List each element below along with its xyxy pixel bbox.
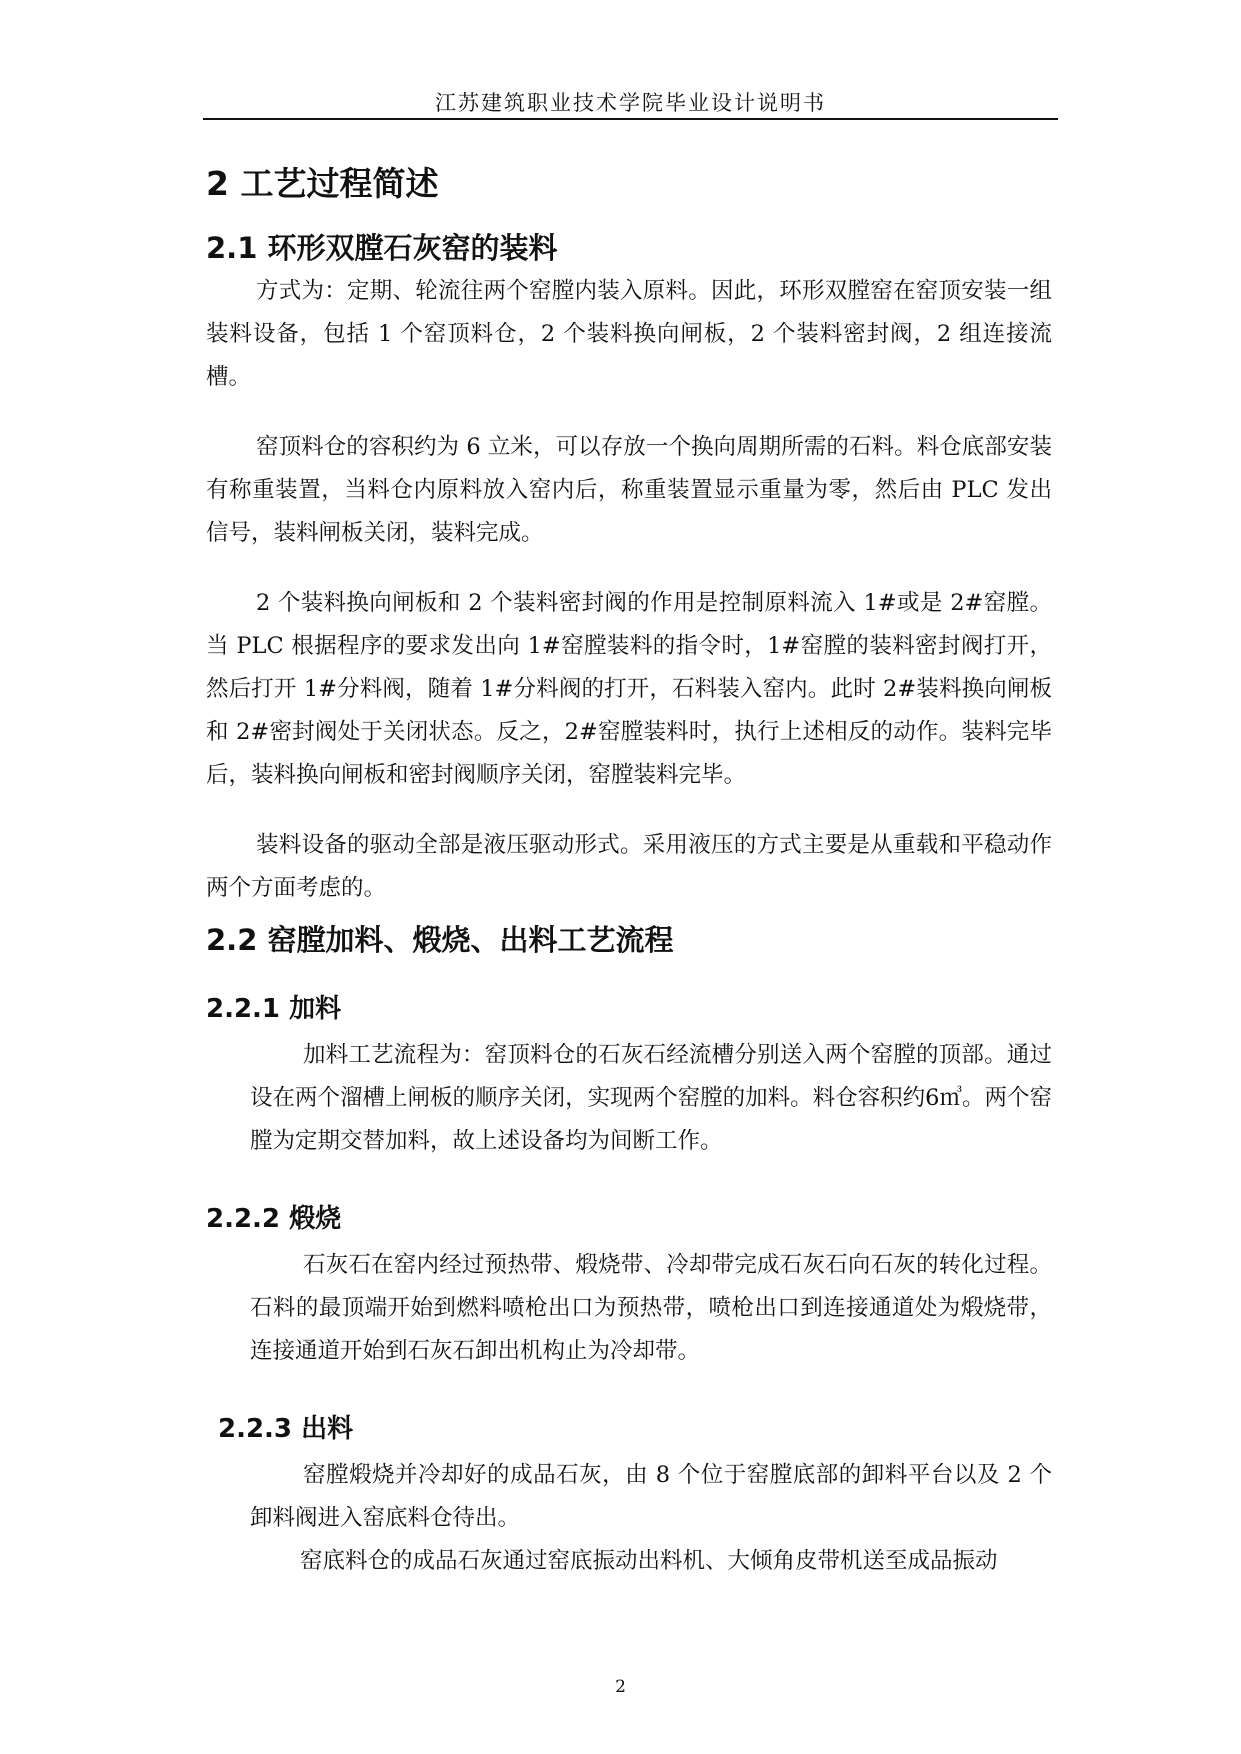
document-header: 江苏建筑职业技术学院毕业设计说明书	[435, 91, 826, 115]
section-2-2-title: 2.2 窑膛加料、煅烧、出料工艺流程	[206, 923, 674, 957]
subsection-2-2-1-title: 2.2.1 加料	[206, 994, 342, 1024]
subsection-2-2-1-paragraph: 加料工艺流程为：窑顶料仓的石灰石经流槽分别送入两个窑膛的顶部。通过设在两个溜槽上闸板的顺序关闭，实现两个窑膛的加料。料仓容积约6㎥。两个窑膛为定期交替加料，故上述设备均为间断工作。	[250, 1042, 1052, 1154]
subsection-2-2-3-title: 2.2.3 出料	[218, 1414, 354, 1444]
subsection-2-2-2-title: 2.2.2 煅烧	[206, 1204, 342, 1234]
page-number: 2	[615, 1677, 626, 1697]
section-2-1-paragraph-3: 2 个装料换向闸板和 2 个装料密封阀的作用是控制原料流入 1#或是 2#窑膛。当 PLC 根据程序的要求发出向 1#窑膛装料的指令时，1#窑膛的装料密封阀打开，然后打开 1#分料阀，随着 1#分料阀的打开，石料装入窑内。此时 2#装料换向闸板和 2#密封阀处于关闭状态。反之，2#窑膛装料时，执行上述相反的动作。装料完毕后，装料换向闸板和密封阀顺序关闭，窑膛装料完毕。	[206, 590, 1052, 788]
subsection-2-2-3-paragraph-2: 窑底料仓的成品石灰通过窑底振动出料机、大倾角皮带机送至成品振动	[300, 1548, 998, 1574]
section-2-1-paragraph-4: 装料设备的驱动全部是液压驱动形式。采用液压的方式主要是从重载和平稳动作两个方面考虑的。	[206, 832, 1052, 901]
subsection-2-2-3-paragraph-1: 窑膛煅烧并冷却好的成品石灰，由 8 个位于窑膛底部的卸料平台以及 2 个卸料阀进入窑底料仓待出。	[250, 1462, 1052, 1531]
section-2-1-title: 2.1 环形双膛石灰窑的装料	[206, 231, 558, 265]
header-divider	[203, 118, 1058, 120]
subsection-2-2-2-paragraph: 石灰石在窑内经过预热带、煅烧带、冷却带完成石灰石向石灰的转化过程。石料的最顶端开始到燃料喷枪出口为预热带，喷枪出口到连接通道处为煅烧带，连接通道开始到石灰石卸出机构止为冷却带。	[250, 1252, 1052, 1364]
section-2-1-paragraph-1: 方式为：定期、轮流往两个窑膛内装入原料。因此，环形双膛窑在窑顶安装一组装料设备，包括 1 个窑顶料仓，2 个装料换向闸板，2 个装料密封阀，2 组连接流槽。	[206, 278, 1052, 390]
section-2-1-paragraph-2: 窑顶料仓的容积约为 6 立米，可以存放一个换向周期所需的石料。料仓底部安装有称重装置，当料仓内原料放入窑内后，称重装置显示重量为零，然后由 PLC 发出信号，装料闸板关闭，装料完成。	[206, 434, 1052, 546]
chapter-title: 2 工艺过程简述	[206, 164, 439, 203]
